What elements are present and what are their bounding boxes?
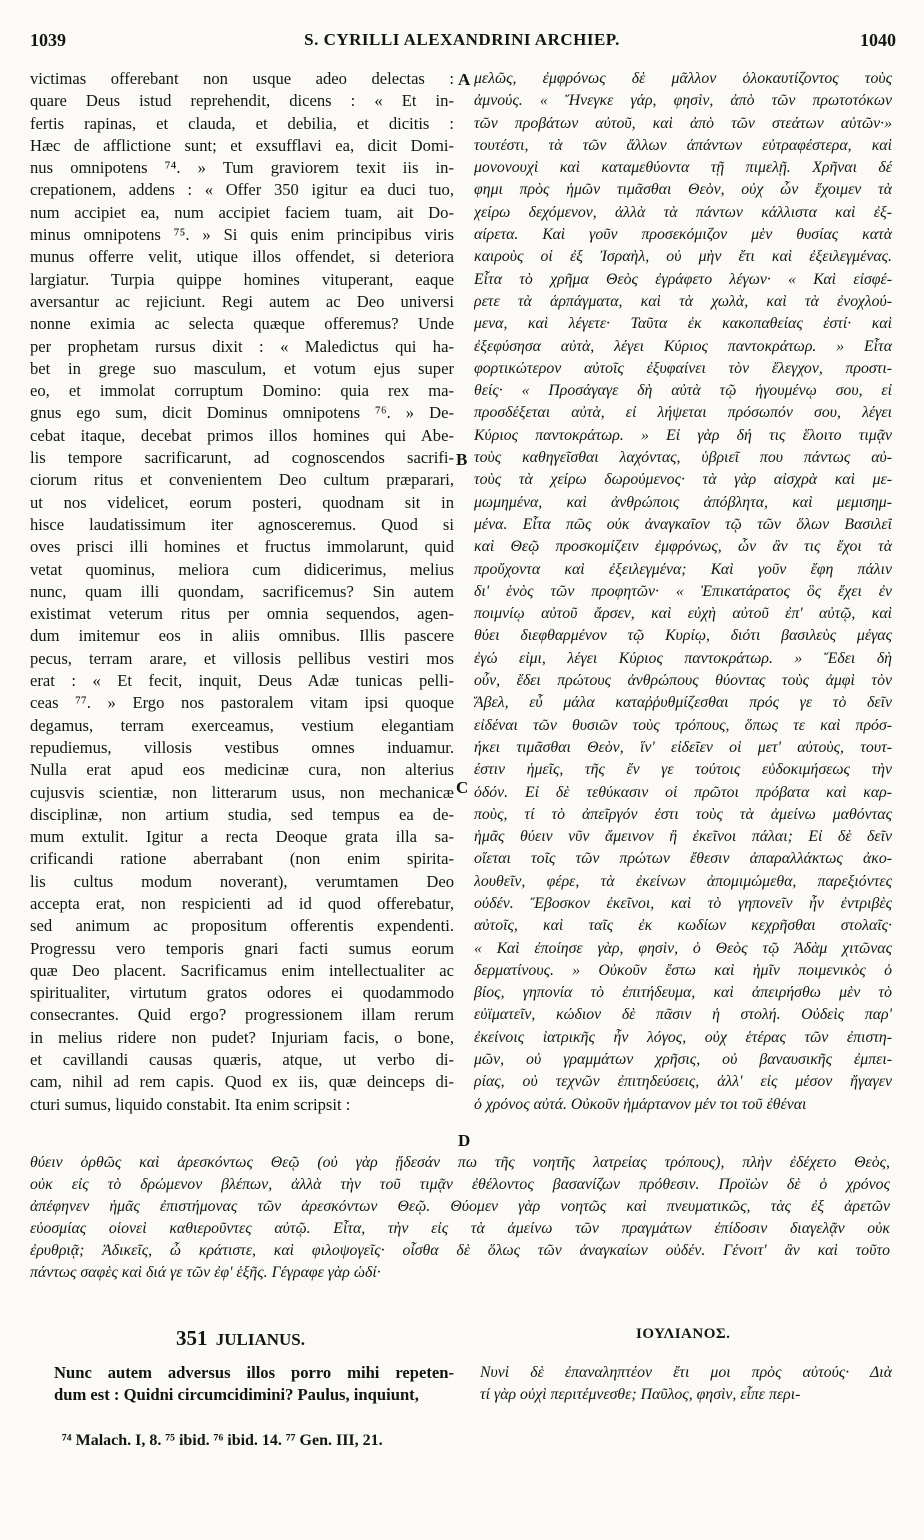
greek-full-line: ἀπέφηνεν ἡμᾶς ἐπιστήμονας τῶν ἀρεσκόντων Θεῷ. Θύομεν γὰρ νοητῶς καὶ πνευματικῶς, τὰς ἐξ ἀρετῶν: [30, 1198, 890, 1215]
latin-text-line: aversantur ac rejiciunt. Regi autem ac Deo universi: [30, 291, 454, 311]
latin-text-line: sed animum ac propositum offerentis expendenti.: [30, 916, 454, 936]
greek-text-line: μωμημένα, καὶ ἀνθρώποις ἀπόβλητα, καὶ μεμισημ-: [474, 493, 892, 511]
greek-text-line: μενα, καὶ λέγετε· Ταῦτα ἐκ κακοπαθείας ἐστί· καὶ: [474, 315, 892, 333]
greek-text-line: ἡμᾶς θύειν νῦν ἄμεινον ἢ ἐκεῖνοι πάλαι; Εἰ δὲ δεῖν: [474, 828, 892, 846]
latin-text-line: erat : « Et fecit, inquit, Deus Adæ tunicas pelli-: [30, 671, 454, 691]
page-number-left: 1039: [30, 30, 66, 50]
margin-letter-b: B: [456, 450, 468, 469]
page-number-right: 1040: [860, 30, 896, 50]
latin-text-line: pecus, terram arare, et villosis pellibus vestiri mos: [30, 648, 454, 668]
latin-text-line: ut nos videlicet, eorum posteri, quodnam sit in: [30, 492, 454, 512]
latin-text-line: victimas offerebant non usque adeo delectas :: [30, 69, 454, 88]
greek-full-line: θύειν ὀρθῶς καὶ ἀρεσκόντως Θεῷ (οὐ γὰρ ᾔδεσάν πω τῆς νοητῆς λατρείας τρόπους), πλὴν ἐδέχετο Θεὸς,: [30, 1154, 890, 1171]
latin-text-line: gnus ego sum, dicit Dominus omnipotens ⁷⁶. » De-: [30, 403, 454, 423]
latin-text-line: Hæc de afflictione sunt; et exsufflavi ea, dicit Domi-: [30, 135, 454, 155]
greek-text-line: εἰδέναι τῶν θυσιῶν τοὺς τρόπους, ὅπως τε καὶ πρόσ-: [474, 716, 892, 734]
latin-column: [30, 68, 454, 1116]
greek-full-width-block: [30, 1152, 890, 1284]
margin-letter-a: A: [458, 70, 471, 89]
greek-text-line: βίος, γηπονία τὸ ἐπιτήδευμα, καὶ ἀπειρήσθω μὲν τὸ: [474, 984, 892, 1002]
greek-text-line: μελῶς, ἐμφρόνως δὲ μᾶλλον ὁλοκαυτίζοντος τοὺς: [474, 70, 892, 87]
greek-text-line: φημι πρὸς ἡμῶν τιμᾶσθαι Θεὸν, οὐχ ὧν ἔχοιμεν τὰ: [474, 181, 892, 199]
section-number: 351: [176, 1326, 208, 1350]
greek-full-line: εὐοσμίας οἱονεὶ καθιεροῦντες αὐτῷ. Εἶτα, τὴν εἰς τὰ ἀμείνω τῶν πραγμάτων ἐπίδοσιν διαγελᾷν οὐκ: [30, 1220, 890, 1237]
greek-full-line: ἐρυθριᾷ; Ἀδικεῖς, ὦ κράτιστε, καὶ φιλοψογεῖς· οἶσθα δὲ ὅλως τῶν ἀναγκαίων οὐδέν. Γένοιτ' ἂν καὶ τοῦτο: [30, 1242, 890, 1259]
latin-bottom-text: [54, 1362, 454, 1407]
greek-full-line: οὐκ εἰς τὸ δρώμενον βλέπων, ἀλλὰ τὴν τοῦ τιμᾷν ἐθέλοντος βασανίζων πρόθεσιν. Προϊὼν δὲ ὁ χρόνος: [30, 1176, 890, 1193]
greek-text-line: ποὺς, τί τὸ ἀπεῖργόν ἐστι τοὺς τὰ ἀμείνω μαθόντας: [474, 805, 892, 823]
margin-letter-d: D: [458, 1131, 471, 1150]
greek-text-line: ἐκείνοις ἰατρικῆς ἦν λόγος, οὐχ ἑτέρας τῶν ἐπιστη-: [474, 1028, 892, 1046]
greek-full-line: πάντως σαφὲς καὶ διά γε τῶν ἐφ' ἑξῆς. Γέγραφε γὰρ ὡδί·: [30, 1264, 381, 1281]
latin-text-line: cturi sumus, liquido constabit. Ita enim scripsit :: [30, 1094, 351, 1114]
greek-text-line: μῶν, οὐ γραμμάτων χρῆσις, οὐ βαναυσικῆς ἐμπει-: [474, 1051, 892, 1069]
latin-text-line: quare Deus istud reprehendit, dicens : « Et in-: [30, 91, 454, 111]
greek-text-line: ποιμνίῳ αὐτοῦ ἄρσεν, καὶ εὐχὴ αὐτοῦ ἐπ' αὐτῷ, καὶ: [474, 605, 892, 623]
latin-text-line: vetat quominus, meliora cum didicerimus, melius: [30, 559, 454, 579]
greek-text-line: δι' ἑνὸς τῶν προφητῶν· « Ἐπικατάρατος ὃς ἔχει ἐν: [474, 582, 892, 600]
greek-text-line: μένα. Εἶτα πῶς οὐκ ἀναγκαῖον τῷ τῶν ὅλων Βασιλεῖ: [474, 515, 892, 533]
latin-text-line: consecrantes. Quid ergo? progressionem illam rerum: [30, 1005, 454, 1025]
greek-text-line: ἀμνούς. « Ἤνεγκε γάρ, φησὶν, ἀπὸ τῶν πρωτοτόκων: [474, 92, 892, 110]
latin-text-line: eo, et immolat corruptum Domino: quia rex ma-: [30, 381, 454, 401]
greek-text-line: έστιν ἡμεῖς, τῆς ἔν γε τούτοις εὐδοκιμήσεως τὴν: [474, 761, 892, 779]
greek-text-line: θύει διεφθαρμένον τῷ Κυρίῳ, διότι βασιλεὺς μέγας: [474, 627, 892, 645]
latin-text-line: ceas ⁷⁷. » Ergo nos pastoralem vitam ipsi quoque: [30, 693, 454, 713]
greek-bottom-text: [480, 1362, 892, 1407]
latin-text-line: minus omnipotens ⁷⁵. » Si quis enim principibus viris: [30, 225, 454, 245]
greek-text-line: οὖν, ἔδει πρώτους ἀνθρώπους θύοντας τοὺς ἀμφὶ τὸν: [474, 672, 892, 690]
latin-text-line: Progressu vero temporis gnari facti sumus eorum: [30, 938, 454, 958]
greek-text-line: καὶ Θεῷ προσκομίζειν ἐμφρόνως, ὧν ἂν τις ἔχοι τὰ: [474, 538, 892, 556]
greek-text-line: μονονουχὶ καὶ καταμεθύοντα τῇ πιμελῇ. Χρῆναι δέ: [474, 159, 892, 177]
running-title: S. CYRILLI ALEXANDRINI ARCHIEP.: [304, 30, 620, 49]
latin-text-line: mum extulit. Igitur a recta Deoque grata illa sa-: [30, 827, 454, 847]
greek-text-line: οὐδέν. Ἔβοσκον ἐκεῖνοι, καὶ τὸ γηπονεῖν ἦν ἐντριβὲς: [474, 894, 892, 912]
latin-text-line: spiritualiter, virtutum gratos odores ei quodammodo: [30, 983, 454, 1003]
greek-text-line: προσδέξεται αὐτὰ, εἰ λήψεται πρόσωπόν σου, λέγει: [474, 404, 892, 422]
section-title-latin: JULIANUS.: [215, 1330, 306, 1349]
section-heading-latin: [176, 1326, 305, 1351]
greek-text-line: θείς· « Προσάγαγε δὴ αὐτὰ τῷ ἡγουμένῳ σου, εἰ: [474, 382, 892, 400]
greek-text-line: λουθεῖν, φέρε, τὰ ἐκείνων ἀπομιμώμεθα, παρεξιόντες: [474, 872, 892, 890]
greek-text-line: Κύριος παντοκράτωρ. » Εἰ γὰρ δή τις ἕλοιτο τιμᾷν: [474, 426, 892, 444]
latin-text-line: oves prisci illi homines et fructus immolarunt, quid: [30, 537, 454, 557]
greek-text-line: φορτικώτερον αὐτοῖς ἐξυφαίνει τὸν ἔλεγχον, προστι-: [474, 359, 892, 377]
latin-text-line: crificandi ratione aberrabant (non enim spirita-: [30, 849, 454, 869]
latin-text-line: lis cultus modum noverant), verumtamen Deo: [30, 871, 454, 891]
greek-text-line: προὔχοντα καὶ ἐξειλεγμένα; Καὶ γοῦν ἔφη πάλιν: [474, 560, 892, 578]
greek-text-line: δερματίνους. » Οὐκοῦν ἔστω καὶ ἡμῖν ποιμενικὸς ὁ: [474, 961, 892, 979]
latin-text-line: num accipiet ea, num accipiet faciem tuam, ait Do-: [30, 202, 454, 222]
greek-text-line: ἐγώ εἰμι, λέγει Κύριος παντοκράτωρ. » Ἔδει δὴ: [474, 649, 892, 667]
latin-bottom-line: Nunc autem adversus illos porro mihi repeten-: [54, 1363, 454, 1382]
greek-text-line: χείρω δεχόμενον, ἀλλὰ τὰ πάντων κάλλιστα καὶ ἐξ-: [474, 203, 892, 221]
latin-text-line: nunc, quam illi quondam, sacrificemus? Sin autem: [30, 581, 454, 601]
greek-bottom-line: Νυνὶ δὲ ἐπαναληπτέον ἔτι μοι πρὸς αὐτούς· Διὰ: [480, 1364, 892, 1381]
latin-text-line: crepationem, addens : « Offer 350 igitur ea duci tuo,: [30, 180, 454, 200]
latin-text-line: cujusvis scientiæ, non litterarum usus, non mechanicæ: [30, 782, 454, 802]
latin-text-line: nus omnipotens ⁷⁴. » Tum graviorem texit iis in-: [30, 158, 454, 178]
latin-text-line: repudiemus, villosis vestibus omnes induamur.: [30, 737, 454, 757]
greek-text-line: αὐτοῖς, καὶ ταῖς ἐκ κωδίων κεχρῆσθαι στολαῖς·: [474, 917, 892, 935]
footnotes: ⁷⁴ Malach. I, 8. ⁷⁵ ibid. ⁷⁶ ibid. 14. ⁷⁷ Gen. III, 21.: [62, 1432, 383, 1449]
greek-text-line: τοὺς τὰ χείρω δωρούμενος· τὰ γὰρ αἰσχρὰ καὶ με-: [474, 471, 892, 489]
latin-text-line: munus offerre velit, utique illos offendet, si deteriora: [30, 247, 454, 267]
latin-text-line: existimat veterum ritus per omnia sequendos, agen-: [30, 604, 454, 624]
latin-text-line: largiatur. Turpia quippe homines vituperant, eaque: [30, 269, 454, 289]
greek-column: [474, 68, 892, 1116]
latin-text-line: lis tempore sacrificarunt, ad cognoscendos sacrifi-: [30, 448, 454, 468]
greek-text-line: αίρετα. Καὶ γοῦν προσεκόμιζον μὲν θυσίας κατὰ: [474, 226, 892, 244]
latin-text-line: fertis rapinas, et clauda, et debilia, et dicitis :: [30, 113, 454, 133]
greek-text-line: Ἄβελ, εὖ μάλα καταῤῥυθμίζεσθαι πρός γε τὸ δεῖν: [474, 694, 892, 712]
greek-text-line: ήκει τιμᾶσθαι Θεὸν, ἵν' εἰδεῖεν οἱ μετ' αὐτοὺς, τουτ-: [474, 738, 892, 756]
greek-text-line: Εἶτα τὸ χρῆμα Θεὸς ἐγράφετο λέγων· « Καὶ εἰσφέ-: [474, 270, 892, 288]
latin-text-line: bet in grege suo masculum, et votum ejus super: [30, 358, 454, 378]
greek-text-line: « Καὶ ἐποίησε γὰρ, φησὶν, ὁ Θεὸς τῷ Ἀδὰμ χιτῶνας: [474, 939, 892, 957]
greek-text-line: ἐξεφύσησα αὐτὰ, λέγει Κύριος παντοκράτωρ. » Εἶτα: [474, 337, 892, 355]
greek-text-line: καιροὺς οἱ ἐξ Ἰσραὴλ, οὐ μὴν ἔτι καὶ ἐξειλεγμένας.: [474, 248, 892, 266]
latin-text-line: quæ Deo placent. Sacrificamus enim intellectualiter ac: [30, 960, 454, 980]
latin-text-line: cam, nihil ad rem capis. Quod ex iis, quæ deinceps di-: [30, 1072, 454, 1092]
latin-text-line: dum imitemur eos in aliis omnibus. Illis pascere: [30, 626, 454, 646]
latin-text-line: accepta erat, non respicienti ad id quod offerebatur,: [30, 893, 454, 913]
greek-text-line: ρίας, οὐ τεχνῶν ἐπιτηδεύσεις, ἀλλ' εἰς μέσον ἤγαγεν: [474, 1073, 892, 1091]
greek-text-line: ὁ χρόνος αὐτά. Οὐκοῦν ἡμάρτανον μέν τοι τοῦ ἐθέναι: [474, 1095, 807, 1113]
latin-bottom-line: dum est : Quidni circumcidimini? Paulus, inquiunt,: [54, 1385, 419, 1405]
latin-text-line: per prophetam rursus dixit : « Maledictus qui ha-: [30, 336, 454, 356]
page-header: [0, 30, 924, 54]
margin-letter-c: C: [456, 778, 469, 797]
greek-bottom-line: τί γὰρ οὐχὶ περιτέμνεσθε; Παῦλος, φησὶν, εἶπε περι-: [480, 1386, 801, 1404]
section-title-greek: ΙΟΥΛΙΑΝΟΣ.: [636, 1326, 731, 1342]
latin-text-line: nonne eximia ac selecta quæque offeremus? Unde: [30, 314, 454, 334]
latin-text-line: degamus, terram exerceamus, vestium elegantiam: [30, 715, 454, 735]
latin-text-line: Nulla erat apud eos medicinæ cura, non alterius: [30, 760, 454, 780]
latin-text-line: ciorum ritus et convenientem Deo cultum præparari,: [30, 470, 454, 490]
latin-text-line: cebat itaque, decebat primos illos homines qui Abe-: [30, 425, 454, 445]
greek-text-line: εὐϊματεῖν, κώδιον δὲ πᾶσιν ἡ στολή. Οὐδεὶς παρ': [474, 1006, 892, 1024]
greek-text-line: οἴεται τοῖς τῶν πρώτων ἔθεσιν ἀπαραλλάκτως ἀκο-: [474, 850, 892, 868]
latin-text-line: et cavillandi causas quæris, atque, ut verbo di-: [30, 1050, 454, 1070]
greek-text-line: ρετε τὰ ἁρπάγματα, καὶ τὰ χωλὰ, καὶ τὰ ἐνοχλού-: [474, 292, 892, 310]
greek-text-line: τοὺς καθηγεῖσθαι λαχόντας, ὑβριεῖ που πάντως αὐ-: [474, 449, 892, 467]
latin-text-line: in melius ridere non pudet? Injuriam facis, o bone,: [30, 1027, 454, 1047]
greek-text-line: τῶν προβάτων αὐτοῦ, καὶ ἀπὸ τῶν στεάτων αὐτῶν·»: [474, 114, 892, 132]
greek-text-line: τουτέστι, τὰ τῶν ἄλλων ἁπάντων εὐτραφέστερα, καὶ: [474, 136, 892, 154]
latin-text-line: disciplinæ, non artium studia, sed tempus ea de-: [30, 804, 454, 824]
greek-text-line: ὁδόν. Εἰ δὲ τεθύκασιν οἱ πρῶτοι πρόβατα καὶ καρ-: [474, 783, 892, 801]
latin-text-line: hisce laudatissimum iter agnosceremus. Quod si: [30, 514, 454, 534]
